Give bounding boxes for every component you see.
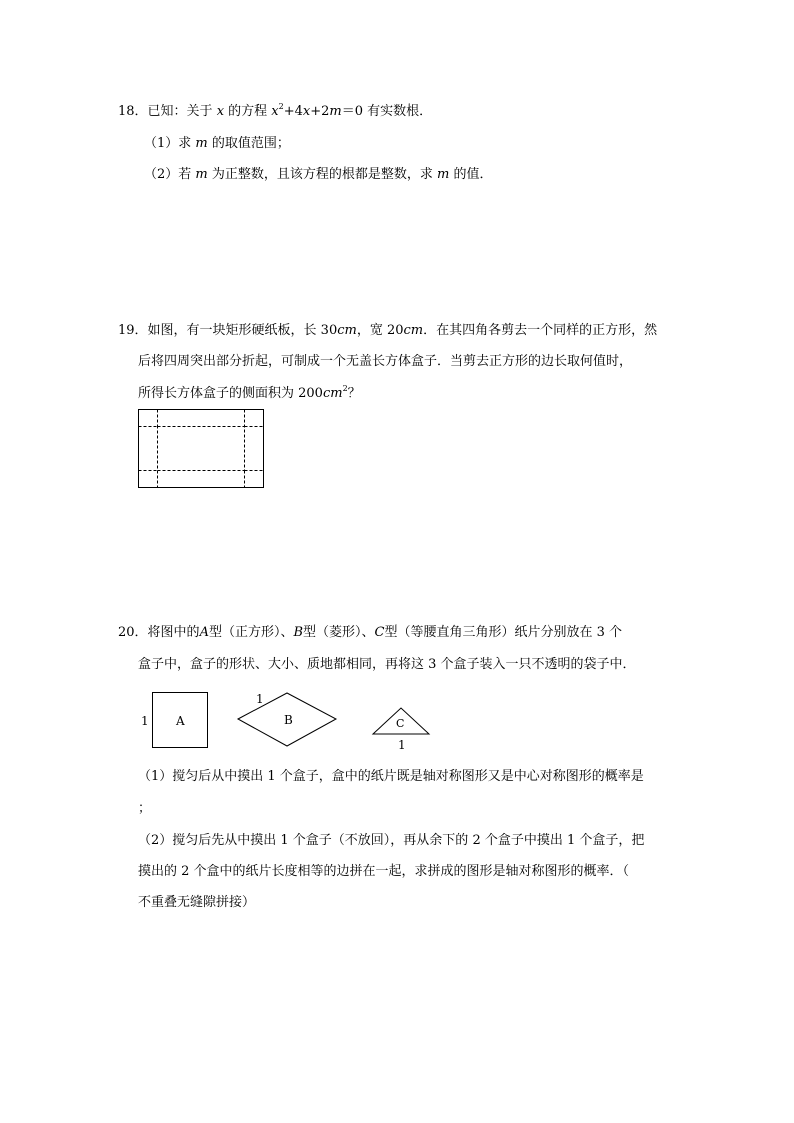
q18-stem-text: 已知：关于 (147, 104, 217, 119)
q18-p2-m: m (195, 167, 208, 182)
q19-number: 19． (118, 323, 148, 338)
q20-number: 20． (118, 625, 148, 640)
q18-p1-m: m (195, 136, 208, 151)
q20-type-b: B (293, 625, 304, 640)
q18-eq-exponent: 2 (278, 102, 284, 111)
q20-l1-text-b: 型（正方形）、 (208, 625, 294, 640)
q19-unit-cm2: cm (403, 323, 424, 338)
q19-l1-text-b: ，宽 20 (356, 323, 404, 338)
q20-line1 (118, 623, 622, 643)
q18-part2 (144, 165, 492, 185)
q18-eq-end: ＝0 有实数根． (341, 104, 433, 119)
q18-number: 18． (118, 104, 148, 119)
q19-l3-exponent: 2 (342, 384, 348, 393)
q18-stem (118, 102, 432, 122)
q20-line2: 盒子中，盒子的形状、大小、质地都相同，再将这 3 个盒子装入一只不透明的袋子中． (138, 657, 636, 672)
q19-line2: 后将四周突出部分折起，可制成一个无盖长方体盒子．当剪去正方形的边长取何值时， (138, 354, 633, 369)
q18-eq-plus2: +2 (310, 104, 330, 119)
q18-p2-text-b: 为正整数，且该方程的根都是整数，求 (207, 167, 437, 182)
shape-c-label: C (396, 717, 405, 730)
q19-l3-unit: cm (322, 386, 343, 401)
q20-part1: （1）搅匀后从中摸出 1 个盒子，盒中的纸片既是轴对称图形又是中心对称图形的概率是 (138, 769, 644, 784)
q20-part2-line3: 不重叠无缝隙拼接） (138, 895, 256, 910)
q19-line1 (118, 321, 657, 341)
q18-part1 (144, 134, 290, 154)
q19-line3 (138, 384, 361, 404)
q19-l3-qmark: ？ (347, 386, 361, 401)
q18-p1-text-b: 的取值范围； (207, 136, 290, 151)
q18-eq-m: m (329, 104, 342, 119)
q18-stem-text-b: 的方程 (224, 104, 272, 119)
q18-eq-plus4: +4 (283, 104, 303, 119)
q18-p1-text: （1）求 (144, 136, 196, 151)
shape-b-side-label: 1 (256, 692, 264, 706)
q19-unit-cm: cm (337, 323, 357, 338)
q18-var-x: x (216, 104, 225, 119)
q20-l1-text-d: 型（等腰直角三角形）纸片分别放在 3 个 (384, 625, 623, 640)
q20-type-c: C (374, 625, 385, 640)
q19-l3-text: 所得长方体盒子的侧面积为 200 (138, 386, 323, 401)
q19-rectangle (139, 410, 264, 488)
q20-part2-line2: 摸出的 2 个盒中的纸片长度相等的边拼在一起，求拼成的图形是轴对称图形的概率．（ (138, 864, 630, 879)
q20-l1-text: 将图中的 (147, 625, 200, 640)
q18-p2-text: （2）若 (144, 167, 196, 182)
shape-a-label: A (176, 714, 185, 728)
q20-part1-end: ； (138, 801, 152, 816)
q20-type-a: A (199, 625, 209, 640)
q19-l1-text: 如图，有一块矩形硬纸板，长 30 (147, 323, 338, 338)
q20-part2-line1: （2）搅匀后先从中摸出 1 个盒子（不放回），再从余下的 2 个盒子中摸出 1 个盒子，把 (138, 833, 645, 848)
q20-l1-text-c: 型（菱形）、 (303, 625, 375, 640)
shape-c-side-label: 1 (398, 738, 406, 752)
q18-p2-m2: m (437, 167, 450, 182)
q18-eq-x: x (271, 104, 279, 119)
q18-eq-x2: x (302, 104, 311, 119)
q19-l1-text-c: ．在其四角各剪去一个同样的正方形，然 (423, 323, 658, 338)
shape-b-label: B (284, 713, 293, 727)
q18-p2-text-c: 的值． (449, 167, 493, 182)
shape-a-side-label: 1 (141, 714, 149, 728)
